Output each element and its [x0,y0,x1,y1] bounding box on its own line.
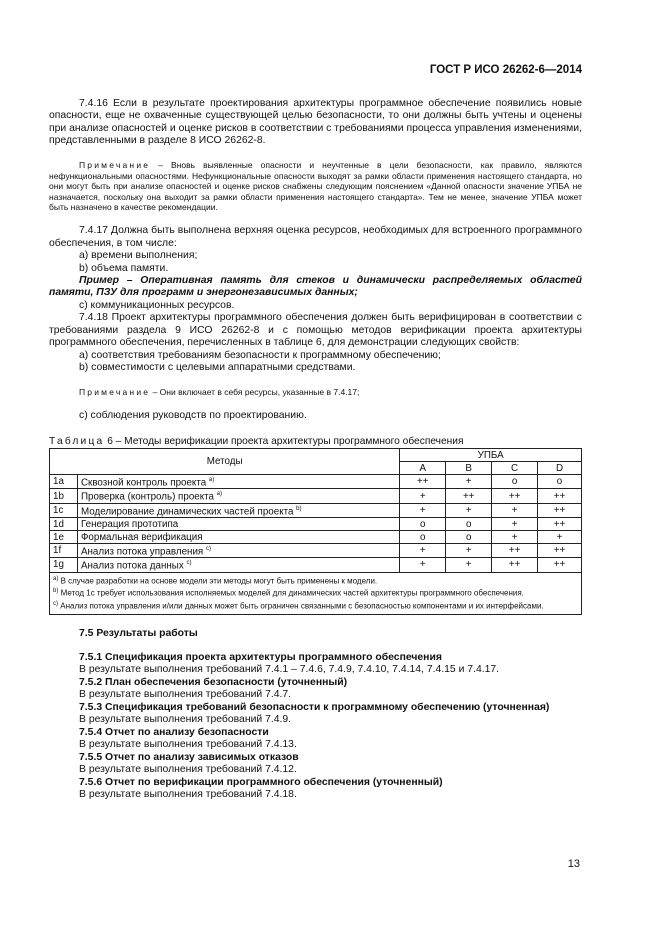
footnote-mark: b) [53,588,59,595]
method-name-cell [77,475,399,489]
method-id: 1c [50,503,78,517]
table-row [50,558,582,572]
table-header-methods: Методы [50,449,400,475]
note-label: Примечание [79,386,151,397]
footnote-mark: a) [53,575,59,582]
list-item: a) соответствия требованиям безопасности к программному обеспечению; [79,349,441,361]
footnote-ref: a) [216,491,223,498]
method-name: Генерация прототипа [80,518,179,530]
table-row [50,518,582,531]
subsection-title: 7.5.3 Спецификация требований безопасности к программному обеспечению (уточненная) [79,701,550,713]
footnote-ref: c) [205,546,211,553]
document-header: ГОСТ Р ИСО 26262-6—2014 [429,64,582,76]
footnote-mark: c) [53,600,58,607]
level-header: D [538,462,582,475]
subsection-text: В результате выполнения требований 7.4.18. [79,789,297,801]
note-text: – Вновь выявленные опасности и неучтенные в цели безопасности, как правило, являются нефункциональными опасностями. Нефункциональные опасности выходят за рамки области применения настоящего стандарта, но они могут быть при анализе опасностей и оценке рисков снабжены следующим пояснением «Данной опасности значение УПБА не назначается, поскольку она выходит за рамки области применения настоящего стандарта». Тем не менее, значение УПБА может быть назначено в качестве рекомендации. [49,159,582,213]
method-name: Анализ потока данных [80,560,184,572]
footnote [53,574,578,587]
table-header-upba: УПБА [400,449,582,462]
recommendation-cell: ++ [492,544,538,558]
footnote [53,586,578,599]
note-text: – Они включает в себя ресурсы, указанные в 7.4.17; [152,386,360,397]
method-name: Формальная верификация [80,531,203,543]
section-7-5-title: 7.5 Результаты работы [79,627,198,639]
table-row [50,489,582,503]
method-name: Проверка (контроль) проекта [80,491,214,503]
recommendation-cell: + [400,558,446,572]
note-2 [49,387,582,398]
method-name: Анализ потока управления [80,546,204,558]
table-row [50,475,582,489]
recommendation-cell: + [446,475,492,489]
clause-7-4-16: 7.4.16 Если в результате проектирования архитектуры программное обеспечение появились новые опасности, еще не охваченные существующей целью безопасности, то они должны быть учтены и оценены при анализе опасностей и оценке рисков в соответствии с требованиями процесса управления изменениями, представленными в разделе 8 ИСО 26262-8. [49,98,582,147]
note-1 [49,160,582,213]
recommendation-cell: + [446,558,492,572]
method-name-cell [77,518,399,531]
subsection-title: 7.5.5 Отчет по анализу зависимых отказов [79,751,299,763]
recommendation-cell: ++ [492,489,538,503]
table-caption-text: 6 – Методы верификации проекта архитектуры программного обеспечения [107,435,464,447]
level-header: C [492,462,538,475]
recommendation-cell: + [400,503,446,517]
table-row [50,531,582,544]
method-name: Сквозной контроль проекта [80,477,207,489]
recommendation-cell: + [492,518,538,531]
list-item: c) соблюдения руководств по проектированию. [79,409,307,421]
subsection-text: В результате выполнения требований 7.4.7. [79,689,292,701]
subsection-title: 7.5.1 Спецификация проекта архитектуры программного обеспечения [79,652,442,663]
recommendation-cell: + [446,503,492,517]
method-id: 1f [50,544,78,558]
method-name: Моделирование динамических частей проекта [80,506,294,518]
footnote-ref: c) [186,560,192,567]
recommendation-cell: + [492,503,538,517]
subsection-title: 7.5.4 Отчет по анализу безопасности [79,726,269,738]
method-id: 1d [50,518,78,531]
subsection-text: В результате выполнения требований 7.4.9. [79,714,292,726]
recommendation-cell: o [492,475,538,489]
recommendation-cell: + [446,544,492,558]
footnote [53,599,578,612]
clause-7-4-17: 7.4.17 Должна быть выполнена верхняя оценка ресурсов, необходимых для встроенного программного обеспечения, в том числе: [49,225,582,249]
level-header: B [446,462,492,475]
recommendation-cell: ++ [538,518,582,531]
recommendation-cell: o [400,531,446,544]
recommendation-cell: o [446,518,492,531]
verification-methods-table [49,448,582,614]
method-id: 1b [50,489,78,503]
footnote-text: В случае разработки на основе модели эти методы могут быть применены к модели. [60,576,378,586]
recommendation-cell: + [538,531,582,544]
section-7-5-items [49,652,582,802]
note-label: Примечание [79,159,151,170]
subsection-text: В результате выполнения требований 7.4.12. [79,764,297,776]
level-header: A [400,462,446,475]
method-id: 1g [50,558,78,572]
subsection-text: В результате выполнения требований 7.4.13. [79,739,297,751]
list-item: a) времени выполнения; [79,250,198,262]
recommendation-cell: o [446,531,492,544]
recommendation-cell: ++ [538,544,582,558]
table-caption-label: Таблица [49,435,105,447]
method-id: 1a [50,475,78,489]
footnote-ref: a) [208,477,215,484]
table-footnotes [50,572,582,614]
clause-7-4-18: 7.4.18 Проект архитектуры программного обеспечения должен быть верифицирован в соответствии с требованиями раздела 9 ИСО 26262-8 и с помощью методов верификации проекта архитектуры программного обеспечения, перечисленных в таблице 6, для демонстрации следующих свойств: [49,312,582,349]
method-id: 1e [50,531,78,544]
method-name-cell [77,489,399,503]
footnote-ref: b) [296,505,302,512]
recommendation-cell: + [492,531,538,544]
list-item: c) коммуникационных ресурсов. [79,299,235,311]
subsection-title: 7.5.2 План обеспечения безопасности (уточненный) [79,676,348,688]
recommendation-cell: ++ [446,489,492,503]
recommendation-cell: o [400,518,446,531]
recommendation-cell: o [538,475,582,489]
recommendation-cell: + [400,489,446,503]
recommendation-cell: ++ [492,558,538,572]
recommendation-cell: ++ [538,558,582,572]
recommendation-cell: ++ [538,489,582,503]
method-name-cell [77,531,399,544]
example-text: Пример – Оперативная память для стеков и динамически распределяемых областей памяти, ПЗУ для программ и энергонезависимых данных; [49,275,582,299]
footnote-text: Анализ потока управления и/или данных может быть ограничен связанными с безопасностью компонентами и их интерфейсами. [60,601,544,611]
table-caption [49,436,582,448]
table-body [50,475,582,572]
subsection-text: В результате выполнения требований 7.4.1 – 7.4.6, 7.4.9, 7.4.10, 7.4.14, 7.4.15 и 7.4.17. [79,664,500,676]
page-content [49,98,582,802]
recommendation-cell: + [400,544,446,558]
method-name-cell [77,544,399,558]
recommendation-cell: ++ [538,503,582,517]
recommendation-cell: ++ [400,475,446,489]
list-item: b) объема памяти. [79,262,169,274]
table-row [50,544,582,558]
footnote-text: Метод 1c требует использования исполняемых моделей для динамических частей архитектуры программного обеспечения. [60,588,524,598]
list-item: b) совместимости с целевыми аппаратными средствами. [79,362,356,374]
method-name-cell [77,503,399,517]
subsection-title: 7.5.6 Отчет по верификации программного обеспечения (уточненный) [79,776,443,788]
method-name-cell [77,558,399,572]
page-number: 13 [567,858,580,870]
table-row [50,503,582,517]
